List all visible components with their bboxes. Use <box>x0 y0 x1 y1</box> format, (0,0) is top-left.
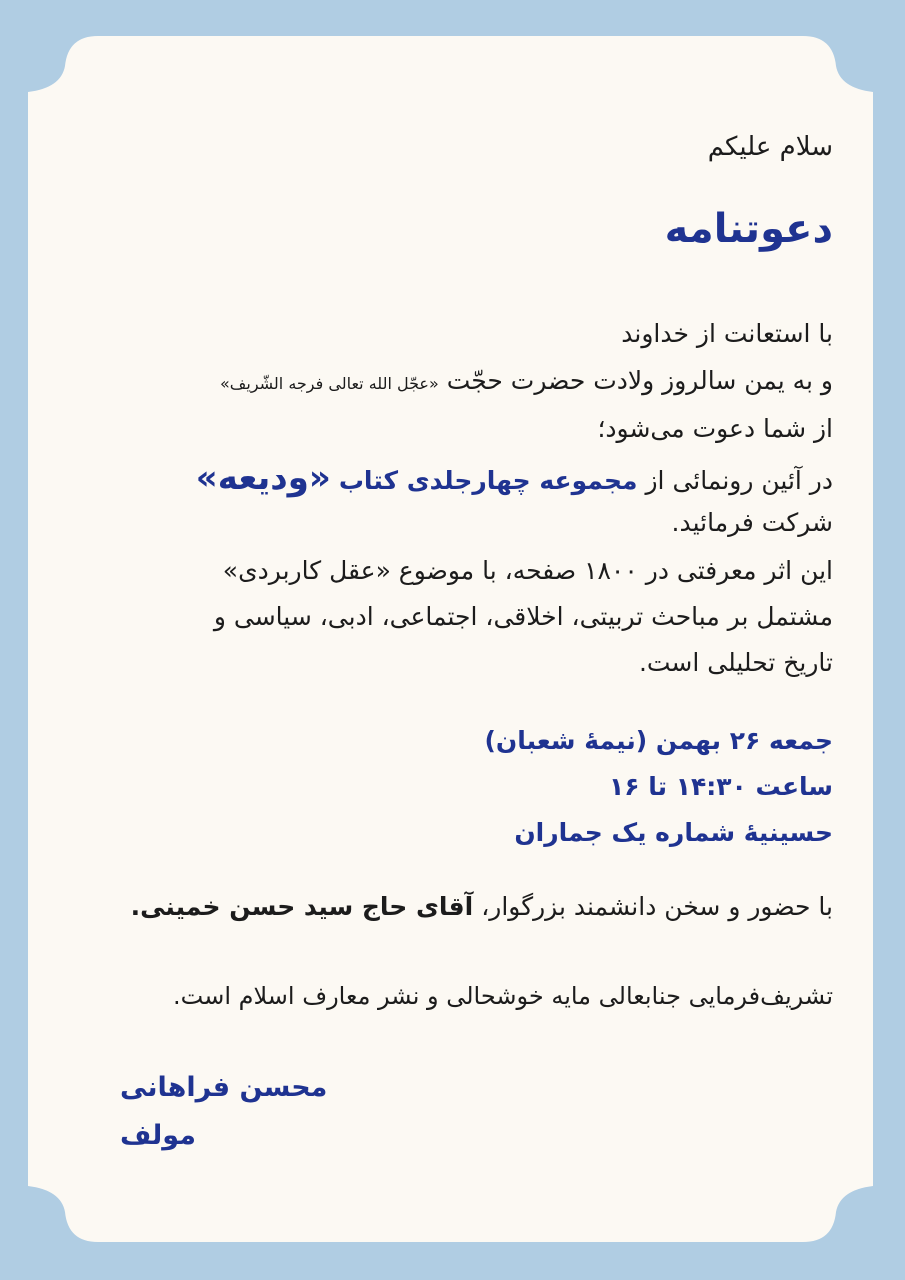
honorific-text: «عجّل الله تعالی فرجه الشّریف» <box>220 374 439 393</box>
event-date: جمعه ۲۶ بهمن (نیمهٔ شعبان) <box>484 726 833 755</box>
intro-line-5: شرکت فرمائید. <box>671 508 833 537</box>
closing-line: تشریف‌فرمایی جنابعالی مایه خوشحالی و نشر معارف اسلام است. <box>173 982 833 1010</box>
greeting: سلام علیکم <box>707 132 833 162</box>
book-collection-label: مجموعه چهارجلدی کتاب <box>338 466 638 495</box>
speaker-line <box>131 892 833 922</box>
book-title: «ودیعه» <box>195 458 331 498</box>
invitation-card <box>28 36 873 1242</box>
intro-line-2-text: و به یمن سالروز ولادت حضرت حجّت <box>446 366 833 395</box>
intro-line-6: این اثر معرفتی در ۱۸۰۰ صفحه، با موضوع «عقل کاربردی» <box>222 556 833 585</box>
intro-line-4 <box>196 458 833 499</box>
author-name: محسن فراهانی <box>120 1072 328 1103</box>
intro-line-1: با استعانت از خداوند <box>621 319 833 348</box>
intro-line-2 <box>220 366 833 396</box>
invitation-content <box>100 36 833 1242</box>
intro-line-3: از شما دعوت می‌شود؛ <box>597 414 833 443</box>
intro-line-4-prefix: در آئین رونمائی از <box>645 466 833 495</box>
intro-line-8: تاریخ تحلیلی است. <box>638 648 833 677</box>
event-place: حسینیهٔ شماره یک جماران <box>514 818 833 847</box>
intro-line-7: مشتمل بر مباحث تربیتی، اخلاقی، اجتماعی، ادبی، سیاسی و <box>213 602 833 631</box>
speaker-prefix: با حضور و سخن دانشمند بزرگوار، <box>481 892 833 921</box>
speaker-name: آقای حاج سید حسن خمینی. <box>130 892 474 921</box>
page-title: دعوتنامه <box>664 206 833 252</box>
event-time: ساعت ۱۴:۳۰ تا ۱۶ <box>609 772 833 801</box>
author-role: مولف <box>120 1120 196 1151</box>
